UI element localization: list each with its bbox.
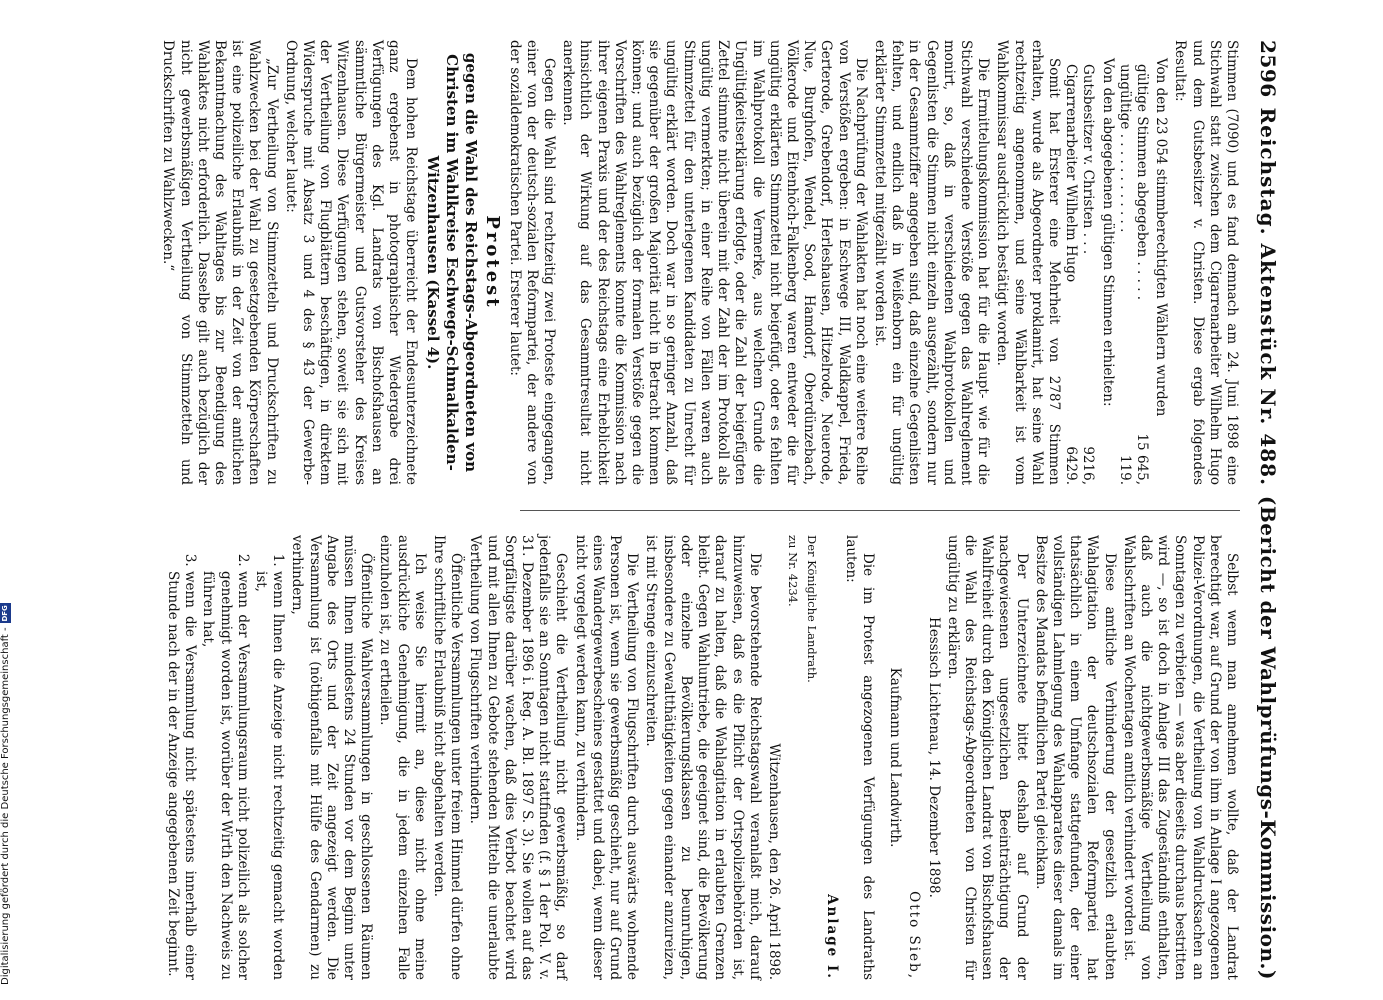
list-item: 1. wenn Ihnen die Anzeige nicht rechtzeitig gemacht worden ist, <box>252 571 286 980</box>
protest-heading: Protest <box>482 215 504 310</box>
left-column <box>157 40 1240 485</box>
result-row: ungültige . . . . . . . . . . . . 119. <box>1116 64 1133 485</box>
signature-title: Kaufmann und Landwirth. <box>887 667 904 848</box>
running-subtitle: (Bericht der Wahlprüfungs-Kommission.) <box>1256 495 1280 980</box>
paragraph: Dem hohen Reichstage überreicht der Endesunterzeichnete ganz ergebenst in photographischer Wiedergabe drei Verfügungen des Kgl. Landrats von Bischofshausen an sämmtliche Bürgermeister und Gutsvorsteher des Kreises Witzenhausen. Diese Verfügungen stehen, soweit sie sich mit der Vertheilung von Flugblättern beschäftigen, in direktem Widerspruche mit Absatz 3 und 4 des § 43 der Gewerbe-Ordnung, welcher lautet: <box>282 40 420 485</box>
paragraph: Gegen die Wahl sind rechtzeitig zwei Proteste eingegangen, einer von der deutsch-sozialen Reformpartei, der andere von der sozialdemokratischen Partei. Ersterer lautet: <box>506 40 558 485</box>
paragraph: Öffentliche Wahlversammlungen in geschlossenen Räumen müssen Ihnen mindestens 24 Stunden vor dem Beginn unter Angabe des Orts und der Zeit angezeigt werden. Die Versammlung ist (nöthigenfalls mit Hülfe des Gendarmen) zu verhindern, <box>289 535 375 980</box>
paragraph: Die Ermittelungskommission hat für die Haupt- wie für die Stichwahl verschiedene Verstöße gegen das Wahlreglement monirt, so, daß in verschiedenen Wahlprotokollen und Gegenlisten die Stimmen nicht einzeln ausgezählt, sondern nur in der Gesammtziffer angegeben sind, daß einzelne Gegenlisten fehlten, und endlich daß in Weißenborn ein für ungültig erklärter Stimmzettel mitgezählt worden ist. <box>871 40 992 485</box>
result-row: Gutsbesitzer v. Christen . . . 9216, <box>1080 64 1097 485</box>
paragraph: Die Nachprüfung der Wahlakten hat noch eine weitere Reihe von Verstößen ergeben: in Eschwege III, Waldkappel, Frieda, Gerterode, Grebendorf, Herleshausen, Hitzelrode, Neuerode, Nue, Burghofen, Wendel, Sood, Hamdorf, Oberdünzebach, Völkerode und Eitenhöch-Falkenberg waren entweder die für ungültig erklärten Stimmzettel nicht beigefügt, oder es fehlten im Wahlprotokoll die Vermerke, aus welchem Grunde die Ungültigkeitserklärung erfolgte, oder die Zahl der beigefügten Zettel stimmte nicht überein mit der Zahl der im Protokoll als ungültig vermerkten; in einer Reihe von Fällen waren auch Stimmzettel für den unterlegenen Kandidaten zu Unrecht für ungültig erklärt worden. Doch war in so geringer Anzahl, daß sie gegenüber der großen Majorität nicht in Betracht kommen können; und auch bezüglich der formalen Verstöße gegen die Vorschriften des Wahlreglements konnte die Kommission nach ihrer eigenen Praxis und der des Reichstags eine Erheblichkeit hinsichtlich der Wirkung auf das Gesammtresultat nicht anerkennen. <box>560 40 869 485</box>
dateline-2: Witzenhausen, den 26. April 1898. <box>765 743 782 980</box>
paragraph: Selbst wenn man annehmen wollte, daß der Landrat berechtigt war, auf Grund der von ihm in Anlage I angezogenen Polizei-Verordnungen, die Vertheilung von Wahldrucksachen an Sonntagen zu verbieten — was aber dieseits durchaus bestritten wird —, so ist doch in Anlage III das Zugeständniß enthalten, daß auch die nichtgewerbsmäßige Vertheilung von Wahlschriften an Wochentagen amtlich verhindert worden ist. <box>1120 535 1240 980</box>
paragraph: Diese amtliche Verhinderung der gesetzlich erlaubten Wahlagitation der deutschsozialen Reformpartei hat thatsächlich in einem Umfange stattgefunden, der einer vollständigen Lahmlegung des Wahlapparates dieser damals im Besitze des Mandats befindlichen Partei gleichkam. <box>1032 535 1118 980</box>
dfg-logo-icon: DFG <box>1 605 9 622</box>
digitization-text: Digitalisierung gefördert durch die Deutsche Forschungsgemeinschaft - <box>0 627 11 985</box>
column-divider <box>520 510 1240 511</box>
running-title: Reichstag. Aktenstück Nr. 488. <box>1256 107 1280 487</box>
paragraph: Somit hat Ersterer eine Mehrheit von 2787 Stimmen erhalten, wurde als Abgeordneter proklamirt, hat seine Wahl rechtzeitig angenommen, und seine Wählbarkeit ist vom Wahlkommissar ausdrücklich bestätigt worden. <box>994 40 1062 485</box>
paragraph: Von den abgegebenen gültigen Stimmen erhielten: <box>1099 58 1116 407</box>
condition-list <box>164 535 286 980</box>
dateline: Hessisch Lichtenau, 14. Dezember 1898. <box>925 617 942 898</box>
signature: Otto Sieb, <box>906 891 923 980</box>
result-row: gültige Stimmen abgegeben . . . . . 15 645, <box>1133 64 1150 485</box>
paragraph: Stimmen (7090) und es fand demnach am 24. Juni 1898 eine Stichwahl statt zwischen dem Cigarrenarbeiter Wilhelm Hugo und dem Gutsbesitzer v. Christen. Diese ergab folgendes Resultat: <box>1172 40 1240 485</box>
protest-subheading: gegen die Wahl des Reichstags-Abgeordneten von Christen im Wahlkreise Eschwege-Schmalkalden-Witzenhausen (Kassel 4). <box>424 52 481 473</box>
paragraph: Geschieht die Vertheilung nicht gewerbsmäßig, so darf jedenfalls sie an Sonntagen nicht stattfinden (f. § 1 der Pol. V. v. 31. Dezember 1896 i. Reg. A. Bl. 1897 S. 3). Sie wollen auf das Sorgfältigste darüber wachen, daß dies Verbot beachtet wird und mit allen Ihnen zu Gebote stehenden Mitteln die unerlaubte Vertheilung von Flugschriften verhindern. <box>467 535 570 980</box>
digitization-note <box>0 603 11 985</box>
paragraph: Öffentliche Versammlungen unter freiem Himmel dürfen ohne Ihre schriftliche Erlaubniß nicht abgehalten werden. <box>431 535 465 980</box>
result-row: Cigarrenarbeiter Wilhelm Hugo 6429. <box>1063 64 1080 485</box>
paragraph: Die im Protest angezogenen Verfügungen des Landraths lauten: <box>842 535 876 980</box>
right-column <box>163 535 1240 980</box>
office-ref: zu Nr. 4234. <box>786 535 801 607</box>
paragraph: Die bevorstehende Reichstagswahl veranlaßt mich, darauf hinzuweisen, daß es die Pflicht der Ortspolizeibehörden ist, darauf zu halten, daß die Wahlagitation in erlaubten Grenzen bleibt. Gegen Wahlumtriebe, die geeignet sind, die Bevölkerung oder einzelne Bevölkerungsklassen zu beunruhigen, insbesondere zu Gewaltthätigkeiten gegen einander anzureizen, ist mit Strenge einzuschreiten. <box>643 535 763 980</box>
annex-label: Anlage I. <box>823 894 840 980</box>
list-item: 2. wenn der Versammlungsraum nicht polizeilich als solcher genehmigt worden ist, worüber der Wirth den Nachweis zu führen hat, <box>199 571 251 980</box>
document-page <box>160 40 1280 980</box>
page-header <box>1250 40 1280 980</box>
quote-paragraph: „Zur Vertheilung von Stimmzetteln und Druckschriften zu Wahlzwecken bei der Wahl zu gesetzgebenden Körperschaften ist eine polizeiliche Erlaubniß in der Zeit von der amtlichen Bekanntmachung des Wahltages bis zur Beendigung des Wahlaktes nicht erforderlich. Dasselbe gilt auch bezüglich der nicht gewerbsmäßigen Vertheilung von Stimmzetteln und Druckschriften zu Wahlzwecken.“ <box>160 40 280 485</box>
paragraph: Von den 23 054 stimmberechtigten Wählern wurden <box>1153 58 1170 417</box>
page-number: 2596 <box>1256 40 1280 98</box>
paragraph: Ich weise Sie hiermit an, diese nicht ohne meine ausdrückliche Genehmigung, die in jedem einzelnen Falle einzuholen ist, zu ertheilen. <box>377 535 428 980</box>
paragraph: Die Vertheilung von Flugschriften durch auswärts wohnende Personen ist, wenn sie gewerbsmäßig geschieht, nur auf Grund eines Wandergewerbescheines gestattet und dabei, wenn dieser nicht vorgelegt werden kann, zu verhindern. <box>572 535 641 980</box>
paragraph: Der Unterzeichnete bittet deshalb auf Grund der nachgewiesenen ungesetzlichen Beeinträchtigung der Wahlfreiheit durch den Königlichen Landrat von Bischofshausen die Wahl des Reichstags-Abgeordneten von Christen für ungültig zu erklären. <box>944 535 1030 980</box>
office-line: Der Königliche Landrath. <box>805 535 820 683</box>
list-item: 3. wenn die Versammlung nicht spätestens innerhalb einer Stunde nach der in der Anzeige angegebenen Zeit beginnt. <box>164 571 198 980</box>
